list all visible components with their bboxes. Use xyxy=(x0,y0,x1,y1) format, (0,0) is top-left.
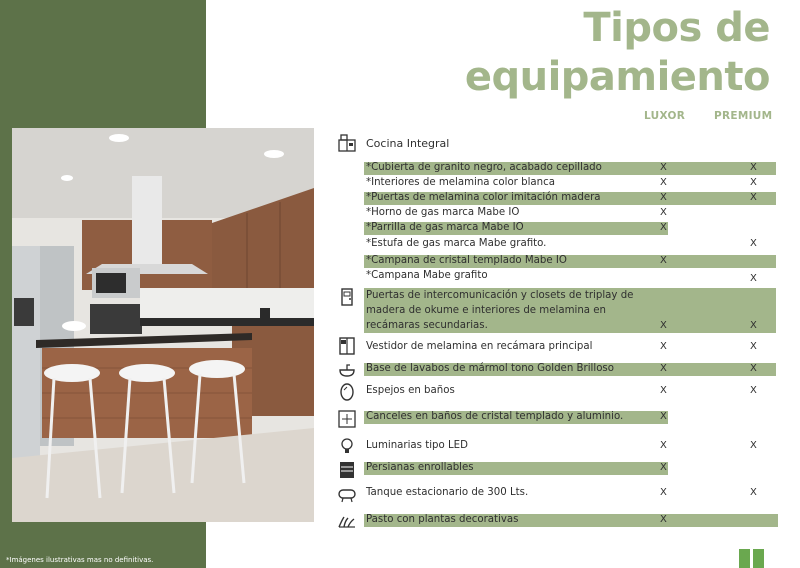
table-row: *Campana de cristal templado Mabe IO X xyxy=(364,255,776,268)
grass-plants-icon xyxy=(338,512,356,530)
table-row: *Campana Mabe grafito X xyxy=(366,270,757,284)
table-row: Tanque estacionario de 300 Lts. X X xyxy=(366,487,757,498)
mirror-icon xyxy=(338,383,356,401)
closet-icon xyxy=(338,337,356,355)
table-row-doors: Puertas de intercomunicación y closets de triplay de madera de okume e interiores de melamina en recámaras secundarias. X X xyxy=(364,288,776,333)
table-row: *Cubierta de granito negro, acabado cepillado X X xyxy=(364,162,776,175)
title-line-2: equipamiento xyxy=(464,54,770,100)
table-row: Pasto con plantas decorativas X xyxy=(364,514,778,527)
kitchen-icon xyxy=(338,134,356,152)
table-row: *Interiores de melamina color blanca X X xyxy=(366,177,757,188)
table-row: *Parrilla de gas marca Mabe IO X xyxy=(366,222,667,233)
table-row: Espejos en baños X X xyxy=(366,385,757,396)
table-row: Base de lavabos de mármol tono Golden Brilloso X X xyxy=(364,363,776,376)
disclaimer-text: *Imágenes ilustrativas mas no definitivas. xyxy=(6,556,154,564)
table-row: Persianas enrollables X xyxy=(366,462,667,473)
section-title-kitchen: Cocina Integral xyxy=(366,137,450,150)
table-row: Vestidor de melamina en recámara principal X X xyxy=(366,341,757,352)
table-row: *Estufa de gas marca Mabe grafito. X xyxy=(366,238,757,249)
table-row: *Puertas de melamina color imitación madera X X xyxy=(364,192,776,205)
door-icon xyxy=(338,288,356,306)
table-row: Canceles en baños de cristal templado y aluminio. X xyxy=(366,411,667,422)
shower-screen-icon xyxy=(338,410,356,428)
blinds-icon xyxy=(338,461,356,479)
column-header-luxor: LUXOR xyxy=(644,110,686,122)
page-title xyxy=(465,4,770,102)
kitchen-photo xyxy=(12,128,314,522)
table-row: *Horno de gas marca Mabe IO X xyxy=(366,207,667,218)
table-row: Luminarias tipo LED X X xyxy=(366,440,757,451)
led-light-icon xyxy=(338,437,356,455)
column-header-premium: PREMIUM xyxy=(714,110,773,122)
sink-icon xyxy=(338,361,356,379)
brand-logo-mark xyxy=(739,547,765,568)
title-line-1: Tipos de xyxy=(583,5,770,51)
gas-tank-icon xyxy=(338,485,356,503)
